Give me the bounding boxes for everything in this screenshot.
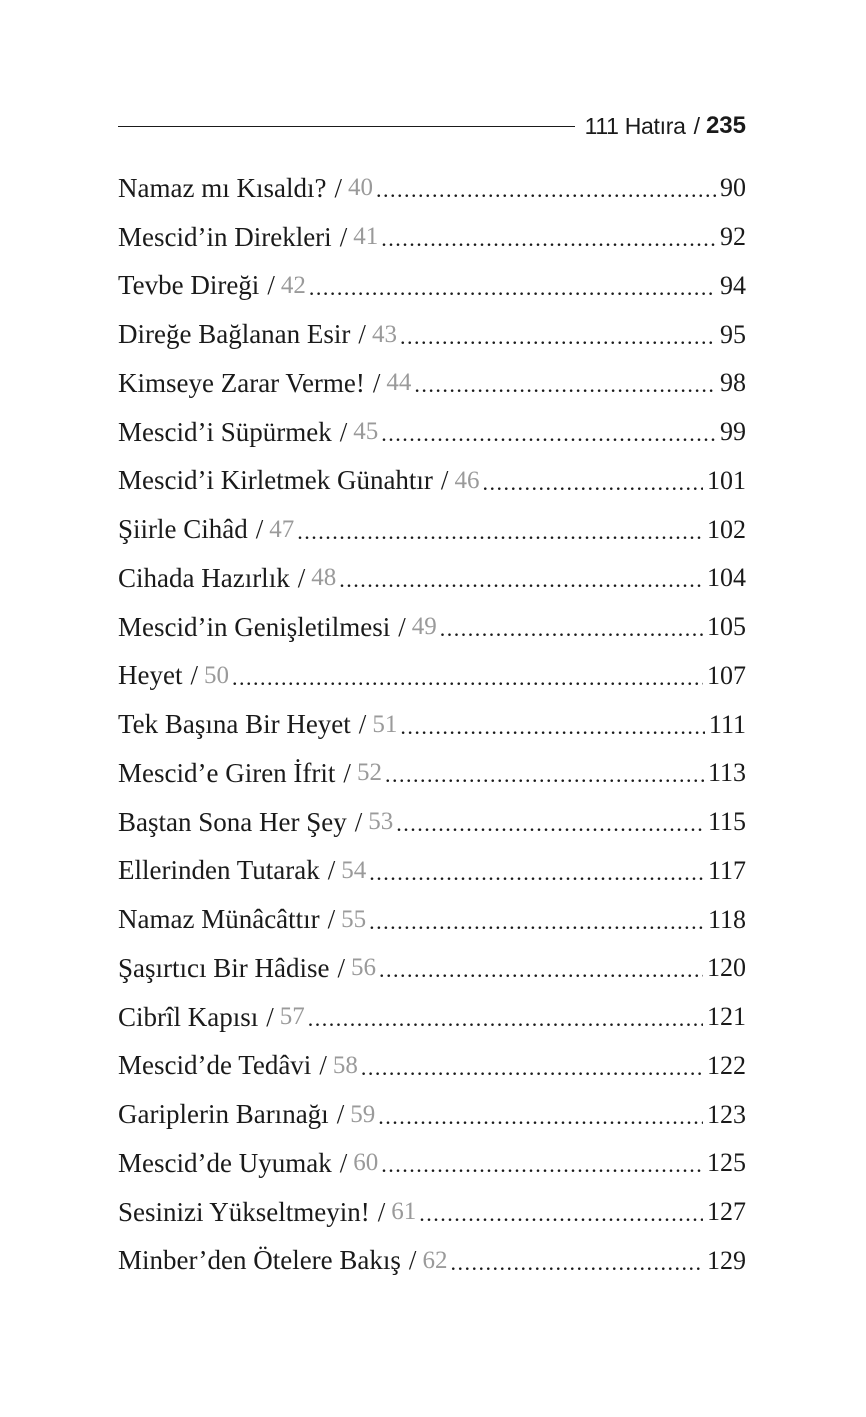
toc-entry-separator: / [408, 1245, 417, 1276]
toc-entry [118, 554, 746, 603]
toc-entry-separator: / [358, 709, 367, 740]
toc-entry-page: 94 [720, 270, 746, 300]
toc-entry [118, 700, 746, 749]
toc-entry [118, 359, 746, 408]
dot-leader [381, 1152, 703, 1178]
toc-entry-number: 42 [280, 271, 306, 299]
dot-leader [482, 470, 703, 496]
toc-entry-title: Şaşırtıcı Bir Hâdise [118, 952, 330, 983]
toc-entry-separator: / [297, 562, 306, 593]
dot-leader [400, 324, 716, 350]
toc-entry-number: 52 [356, 759, 382, 787]
dot-leader [440, 616, 703, 642]
toc-entry-page: 113 [707, 758, 746, 788]
toc-entry-separator: / [266, 1001, 274, 1032]
toc-entry-separator: / [255, 514, 264, 545]
toc-entry-title: Mescid’de Uyumak [118, 1147, 332, 1178]
toc-entry-title: Mescid’de Tedâvi [118, 1050, 312, 1081]
toc-entry [118, 993, 746, 1042]
toc-entry-page: 107 [707, 660, 746, 690]
toc-entry [118, 847, 746, 896]
dot-leader [400, 714, 705, 740]
toc-entry-page: 123 [707, 1099, 746, 1129]
toc-entry [118, 798, 746, 847]
toc-entry-title: Heyet [118, 660, 183, 691]
toc-entry-separator: / [327, 904, 336, 935]
toc-entry-title: Namaz mı Kısaldı? [118, 172, 327, 203]
toc-entry-separator: / [336, 1099, 345, 1130]
dot-leader [297, 519, 703, 545]
toc-entry-page: 104 [707, 563, 746, 593]
toc-entry-number: 53 [368, 808, 394, 836]
toc-entry [118, 652, 746, 701]
toc-entry-number: 62 [422, 1246, 448, 1274]
toc-entry-number: 46 [454, 466, 480, 494]
toc-entry-title: Cihada Hazırlık [118, 562, 290, 593]
toc-entry-number: 51 [372, 710, 398, 738]
toc-entry-number: 55 [341, 905, 367, 933]
header-separator: / [693, 112, 700, 139]
book-title: 111 Hatıra [584, 112, 686, 139]
toc-entry-number: 56 [350, 954, 376, 982]
toc-entry [118, 1090, 746, 1139]
dot-leader [419, 1201, 703, 1227]
dot-leader [381, 226, 716, 252]
toc-entry-page: 98 [720, 368, 746, 398]
toc-entry-title: Tek Başına Bir Heyet [118, 709, 351, 740]
toc-entry-title: Mescid’in Genişletilmesi [118, 611, 391, 642]
dot-leader [385, 762, 704, 788]
toc-entry-number: 59 [350, 1100, 376, 1128]
toc-entry-page: 92 [720, 222, 746, 252]
toc-entry-page: 115 [707, 807, 746, 837]
toc-entry-separator: / [339, 221, 348, 252]
toc-entry-separator: / [334, 172, 342, 203]
toc-entry-page: 129 [707, 1245, 746, 1275]
toc-entry-number: 44 [386, 369, 412, 397]
toc-entry-title: Mescid’i Kirletmek Günahtır [118, 465, 433, 496]
toc-entry-separator: / [190, 660, 198, 691]
toc-entry-title: Baştan Sona Her Şey [118, 806, 347, 837]
toc-entry-title: Mescid’in Direkleri [118, 221, 332, 252]
toc-entry [118, 310, 746, 359]
toc-entry-title: Mescid’i Süpürmek [118, 416, 332, 447]
toc-entry-page: 95 [720, 319, 746, 349]
toc-entry-page: 99 [720, 417, 746, 447]
toc-entry-page: 90 [720, 173, 746, 203]
toc-entry-page: 102 [707, 514, 746, 544]
toc-entry-number: 41 [353, 223, 379, 251]
toc-entry-number: 48 [311, 564, 337, 592]
toc-entry-separator: / [339, 1147, 348, 1178]
toc-entry-page: 127 [707, 1197, 746, 1227]
toc-entry-separator: / [319, 1050, 327, 1081]
toc-entry-separator: / [398, 611, 406, 642]
toc-entry-separator: / [377, 1196, 386, 1227]
toc-entry-title: Gariplerin Barınağı [118, 1099, 329, 1130]
dot-leader [369, 909, 704, 935]
dot-leader [376, 177, 716, 203]
header-rule [118, 126, 575, 127]
dot-leader [232, 665, 703, 691]
toc-entry [118, 749, 746, 798]
toc-entry-page: 111 [708, 709, 746, 739]
toc-entry-separator: / [372, 367, 381, 398]
toc-entry [118, 944, 746, 993]
toc-entry-separator: / [267, 270, 275, 301]
toc-entry [118, 213, 746, 262]
toc-entry-separator: / [354, 806, 363, 837]
toc-entry-page: 120 [707, 953, 746, 983]
toc-entry-title: Cibrîl Kapısı [118, 1001, 259, 1032]
table-of-contents [118, 164, 746, 1285]
toc-entry-number: 47 [269, 515, 295, 543]
dot-leader [339, 567, 703, 593]
toc-entry [118, 895, 746, 944]
dot-leader [396, 811, 704, 837]
running-header [118, 108, 746, 144]
toc-entry [118, 262, 746, 311]
toc-entry [118, 603, 746, 652]
toc-entry [118, 1042, 746, 1091]
toc-entry-number: 50 [203, 661, 229, 689]
toc-entry-title: Ellerinden Tutarak [118, 855, 320, 886]
dot-leader [369, 860, 704, 886]
toc-entry-title: Namaz Münâcâttır [118, 904, 320, 935]
dot-leader [379, 957, 703, 983]
toc-entry [118, 164, 746, 213]
page-number: 235 [705, 112, 746, 139]
toc-entry-separator: / [343, 757, 351, 788]
toc-entry-page: 117 [707, 855, 746, 885]
dot-leader [381, 421, 716, 447]
toc-entry [118, 1188, 746, 1237]
toc-entry-number: 58 [332, 1051, 358, 1079]
toc-entry-page: 121 [707, 1002, 746, 1032]
toc-entry-number: 57 [279, 1003, 305, 1031]
toc-entry-page: 105 [707, 612, 746, 642]
toc-entry-title: Direğe Bağlanan Esir [118, 319, 351, 350]
toc-entry-title: Minber’den Ötelere Bakış [118, 1245, 401, 1276]
toc-entry-separator: / [339, 416, 348, 447]
toc-entry-separator: / [337, 952, 345, 983]
toc-entry-title: Şiirle Cihâd [118, 514, 248, 545]
toc-entry-separator: / [440, 465, 449, 496]
dot-leader [378, 1104, 703, 1130]
toc-entry-separator: / [358, 319, 366, 350]
toc-entry-page: 118 [707, 904, 746, 934]
toc-entry-title: Mescid’e Giren İfrit [118, 757, 336, 788]
toc-entry [118, 1237, 746, 1286]
toc-entry-page: 125 [707, 1148, 746, 1178]
dot-leader [450, 1250, 703, 1276]
toc-entry-number: 40 [347, 174, 373, 202]
dot-leader [414, 372, 716, 398]
toc-entry-number: 49 [411, 613, 437, 641]
toc-entry [118, 457, 746, 506]
toc-entry-page: 101 [707, 465, 746, 495]
toc-entry-separator: / [327, 855, 336, 886]
dot-leader [308, 1006, 703, 1032]
toc-entry [118, 505, 746, 554]
toc-entry-number: 54 [341, 856, 367, 884]
toc-entry [118, 1139, 746, 1188]
toc-entry-title: Tevbe Direği [118, 270, 260, 301]
toc-entry-number: 45 [353, 418, 379, 446]
toc-entry-number: 61 [391, 1198, 417, 1226]
toc-entry [118, 408, 746, 457]
dot-leader [361, 1055, 703, 1081]
toc-entry-number: 60 [353, 1149, 379, 1177]
toc-entry-title: Sesinizi Yükseltmeyin! [118, 1196, 370, 1227]
toc-entry-number: 43 [371, 320, 397, 348]
toc-entry-title: Kimseye Zarar Verme! [118, 367, 365, 398]
toc-entry-page: 122 [707, 1050, 746, 1080]
dot-leader [309, 275, 716, 301]
